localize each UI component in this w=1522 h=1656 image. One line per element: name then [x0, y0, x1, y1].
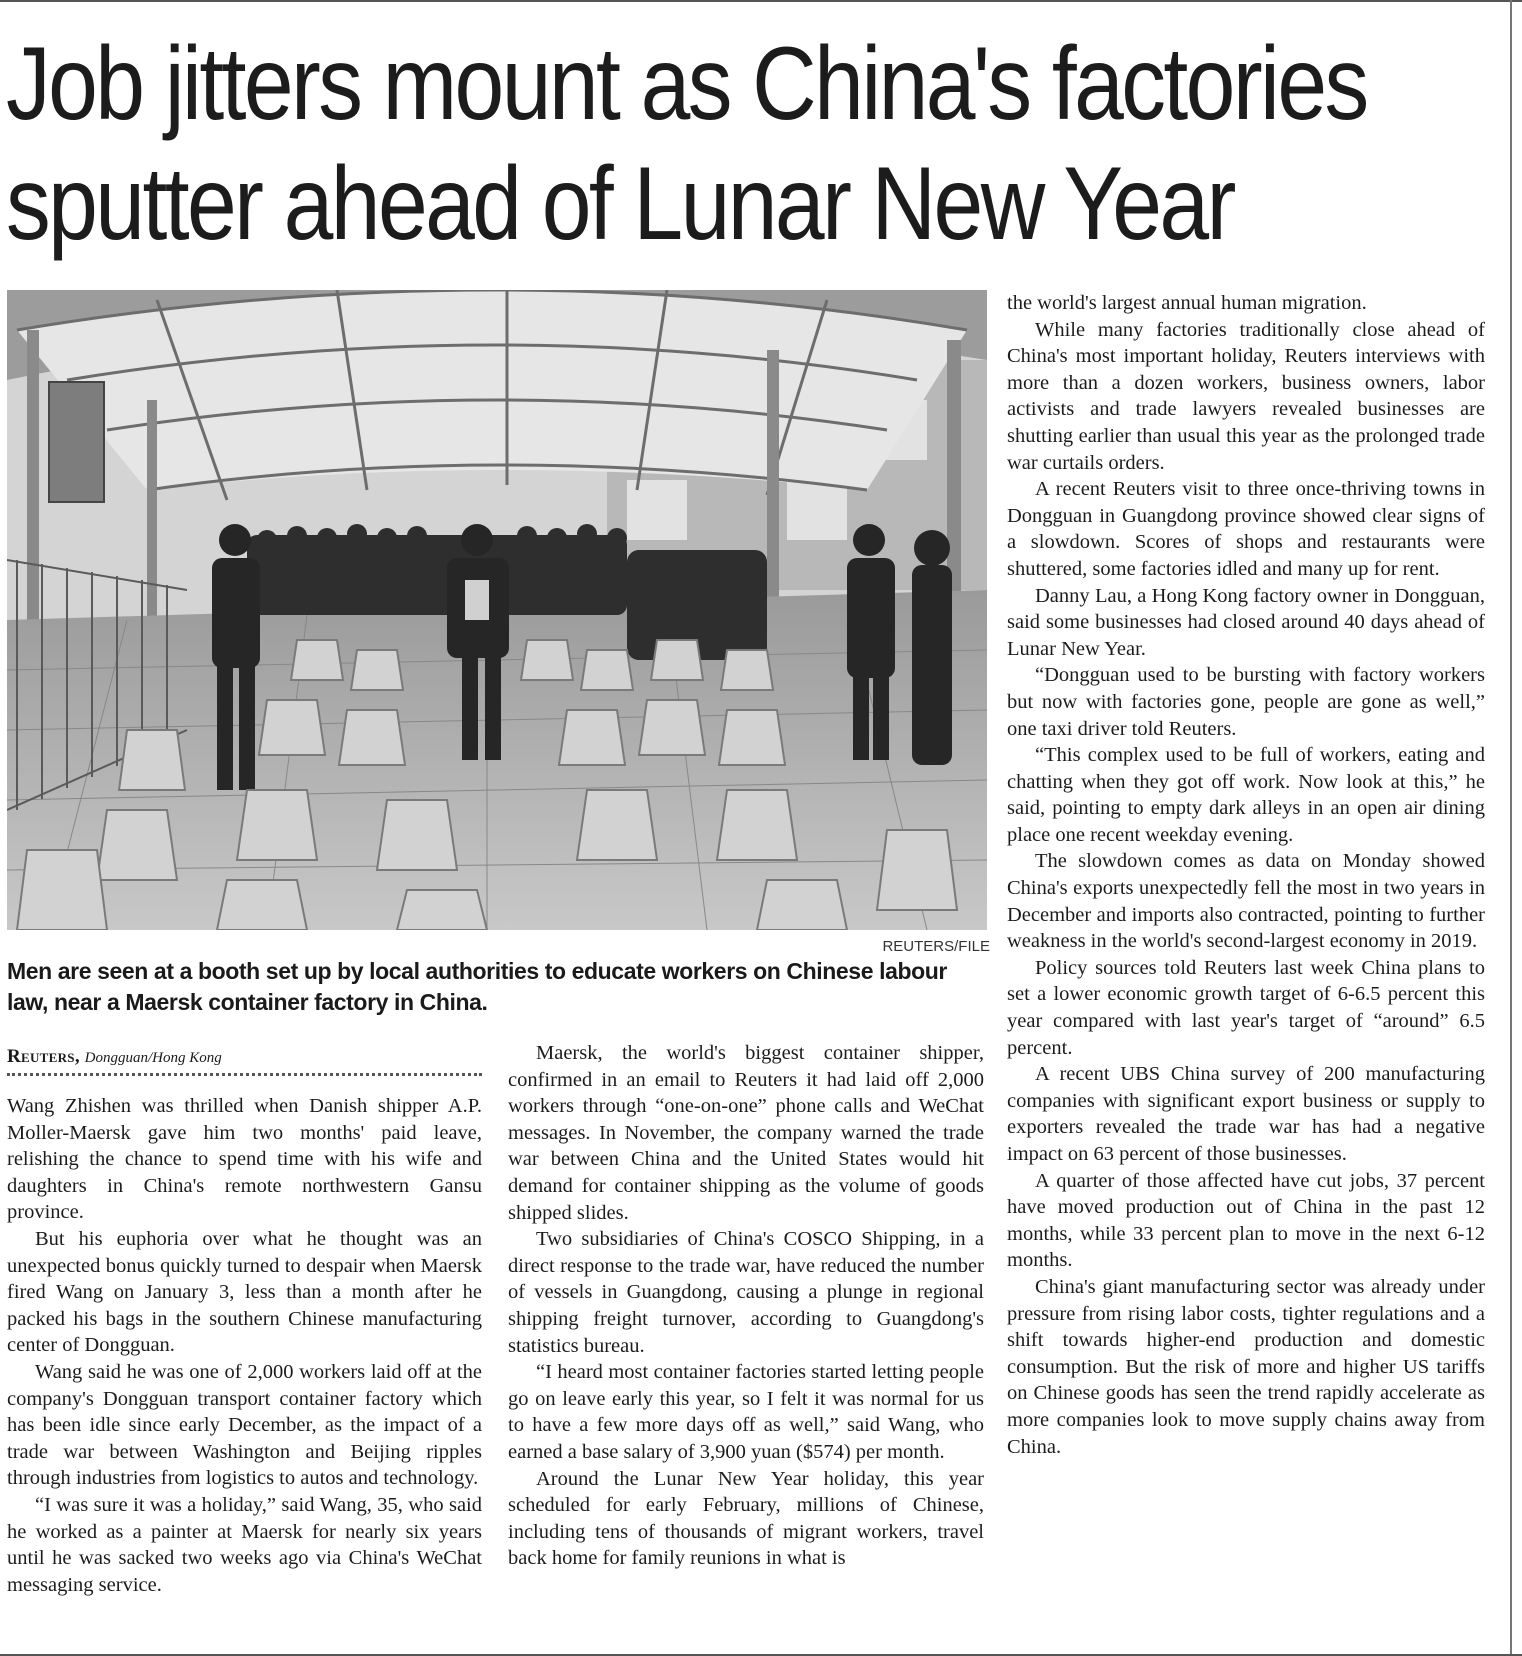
- paragraph: Around the Lunar New Year holiday, this year scheduled for early February, millions of Chinese, including tens of thousands of migrant workers, travel back home for family reunions in what is: [508, 1467, 984, 1570]
- paragraph: Wang Zhishen was thrilled when Danish shipper A.P. Moller-Maersk gave him two months' paid leave, relishing the chance to spend time with his wife and daughters in China's remote northwestern Gansu province.: [7, 1095, 482, 1224]
- headline: [6, 24, 1367, 264]
- paragraph: “This complex used to be full of workers, eating and chatting when they got off work. Now look at this,” he said, pointing to empty dark alleys in an open air dining place one recent weekday evening.: [1007, 744, 1485, 846]
- paragraph: The slowdown comes as data on Monday showed China's exports unexpectedly fell the most in two years in December and imports also contracted, pointing to further weakness in the world's second-largest economy in 2019.: [1007, 850, 1485, 953]
- byline-divider: [7, 1073, 482, 1076]
- paragraph: A recent UBS China survey of 200 manufacturing companies with significant export business or supply to exporters revealed the trade war has had a negative impact on 63 percent of those businesses.: [1007, 1063, 1485, 1165]
- article-column-3: [1007, 290, 1485, 1460]
- paragraph: China's giant manufacturing sector was already under pressure from rising labor costs, tighter regulations and a shift towards higher-end production and domestic consumption. But the risk of more and higher US tariffs on Chinese goods has seen the trend rapidly accelerate as more companies look to move supply chains away from China.: [1007, 1275, 1485, 1458]
- headline-line-2: sputter ahead of Lunar New Year: [6, 146, 1234, 262]
- paragraph: “Dongguan used to be bursting with factory workers but now with factories gone, people are gone as well,” one taxi driver told Reuters.: [1007, 664, 1485, 740]
- paragraph: Danny Lau, a Hong Kong factory owner in Dongguan, said some businesses had closed around 40 days ahead of Lunar New Year.: [1007, 584, 1485, 660]
- paragraph: While many factories traditionally close ahead of China's most important holiday, Reuters interviews with more than a dozen workers, business owners, labor activists and trade lawyers revealed businesses are shutting earlier than usual this year as the prolonged trade war curtails orders.: [1007, 318, 1485, 474]
- paragraph: A recent Reuters visit to three once-thriving towns in Dongguan in Guangdong province showed clear signs of a slowdown. Scores of shops and restaurants were shuttered, some factories idled and many up for rent.: [1007, 478, 1485, 580]
- page-border-top: [0, 0, 1522, 2]
- photo-credit: REUTERS/FILE: [882, 938, 990, 955]
- paragraph: Two subsidiaries of China's COSCO Shipping, in a direct response to the trade war, have reduced the number of vessels in Guangdong, causing a plunge in regional shipping freight turnover, according to Guangdong's statistics bureau.: [508, 1228, 984, 1357]
- page-border-right: [1510, 0, 1512, 1656]
- article-column-1: [7, 1093, 482, 1598]
- byline-agency: Reuters,: [7, 1046, 80, 1067]
- byline-place: Dongguan/Hong Kong: [84, 1050, 222, 1066]
- photo-caption: Men are seen at a booth set up by local authorities to educate workers on Chinese labour law, near a Maersk container factory in China.: [7, 958, 947, 1015]
- paragraph: “I heard most container factories started letting people go on leave early this year, so I felt it was normal for us to have a few more days off as well,” said Wang, who earned a base salary of 3,900 yuan ($574) per month.: [508, 1361, 984, 1463]
- news-photo: [7, 290, 987, 930]
- paragraph: Maersk, the world's biggest container shipper, confirmed in an email to Reuters it had laid off 2,000 workers through “one-on-one” phone calls and WeChat messages. In November, the company warned the trade war between China and the United States would hit demand for container shipping as the volume of goods shipped slides.: [508, 1042, 984, 1224]
- headline-line-1: Job jitters mount as China's factories: [6, 26, 1367, 142]
- paragraph: “I was sure it was a holiday,” said Wang, 35, who said he worked as a painter at Maersk for nearly six years until he was sacked two weeks ago via China's WeChat messaging service.: [7, 1493, 482, 1596]
- paragraph: Wang said he was one of 2,000 workers laid off at the company's Dongguan transport container factory which has been idle since early December, as the impact of a trade war between Washington and Beijing ripples through industries from logistics to autos and technology.: [7, 1360, 482, 1490]
- paragraph: Policy sources told Reuters last week China plans to set a lower economic growth target of 6-6.5 percent this year compared with last year's target of “around” 6.5 percent.: [1007, 956, 1485, 1059]
- paragraph: A quarter of those affected have cut jobs, 37 percent have moved production out of China in the past 12 months, while 33 percent plan to move in the next 6-12 months.: [1007, 1169, 1485, 1272]
- byline: [7, 1046, 482, 1068]
- paragraph: But his euphoria over what he thought was an unexpected bonus quickly turned to despair when Maersk fired Wang on January 3, less than a month after he packed his bags in the southern Chinese manufacturing center of Dongguan.: [7, 1227, 482, 1357]
- paragraph: the world's largest annual human migration.: [1007, 292, 1367, 314]
- article-column-2: [508, 1040, 984, 1572]
- photo-booth-workers-icon: [7, 290, 987, 930]
